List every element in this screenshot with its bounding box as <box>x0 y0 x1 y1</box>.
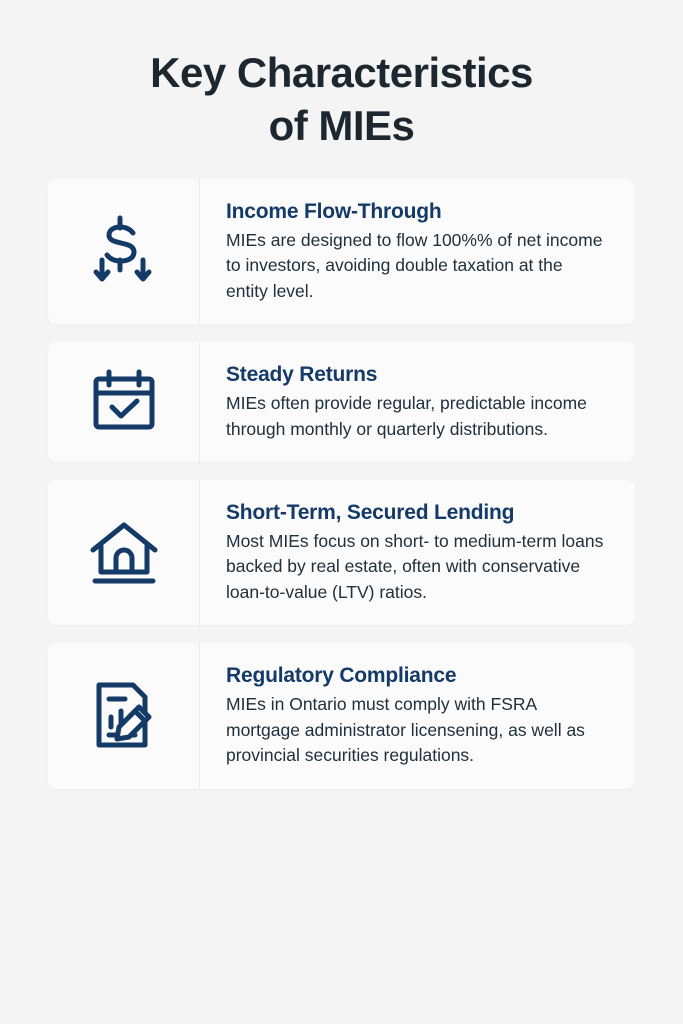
list-item <box>48 179 635 324</box>
card-title: Steady Returns <box>226 362 378 386</box>
card-title: Regulatory Compliance <box>226 664 457 688</box>
card-icon-container <box>48 643 200 788</box>
card-text-container <box>200 179 635 324</box>
card-description: MIEs are designed to flow 100%% of net income to investors, avoiding double taxation at the entity level. <box>226 229 603 301</box>
card-title: Short-Term, Secured Lending <box>226 500 515 524</box>
page-title <box>0 0 683 153</box>
dollar-sign-with-down-arrows-icon <box>87 214 161 288</box>
house-icon <box>85 516 163 590</box>
card-title: Income Flow-Through <box>226 199 442 223</box>
page-title-line-1: Key Characteristics <box>150 49 533 96</box>
card-icon-container <box>48 179 200 324</box>
card-icon-container <box>48 480 200 625</box>
page-title-line-2: of MIEs <box>268 102 415 150</box>
card-text-container <box>200 643 635 788</box>
card-description: MIEs often provide regular, predictable income through monthly or quarterly distributions. <box>226 393 587 439</box>
list-item <box>48 643 635 788</box>
document-with-pen-icon <box>87 677 161 755</box>
card-text-container <box>200 342 635 462</box>
card-description: MIEs in Ontario must comply with FSRA mortgage administrator licensening, as well as provincial securities regulations. <box>226 694 585 766</box>
list-item <box>48 480 635 625</box>
list-item <box>48 342 635 462</box>
card-icon-container <box>48 342 200 462</box>
card-text-container <box>200 480 635 625</box>
card-description: Most MIEs focus on short- to medium-term loans backed by real estate, often with conservative loan-to-value (LTV) ratios. <box>226 531 604 602</box>
calendar-check-icon <box>87 365 161 439</box>
characteristics-list <box>0 179 683 789</box>
